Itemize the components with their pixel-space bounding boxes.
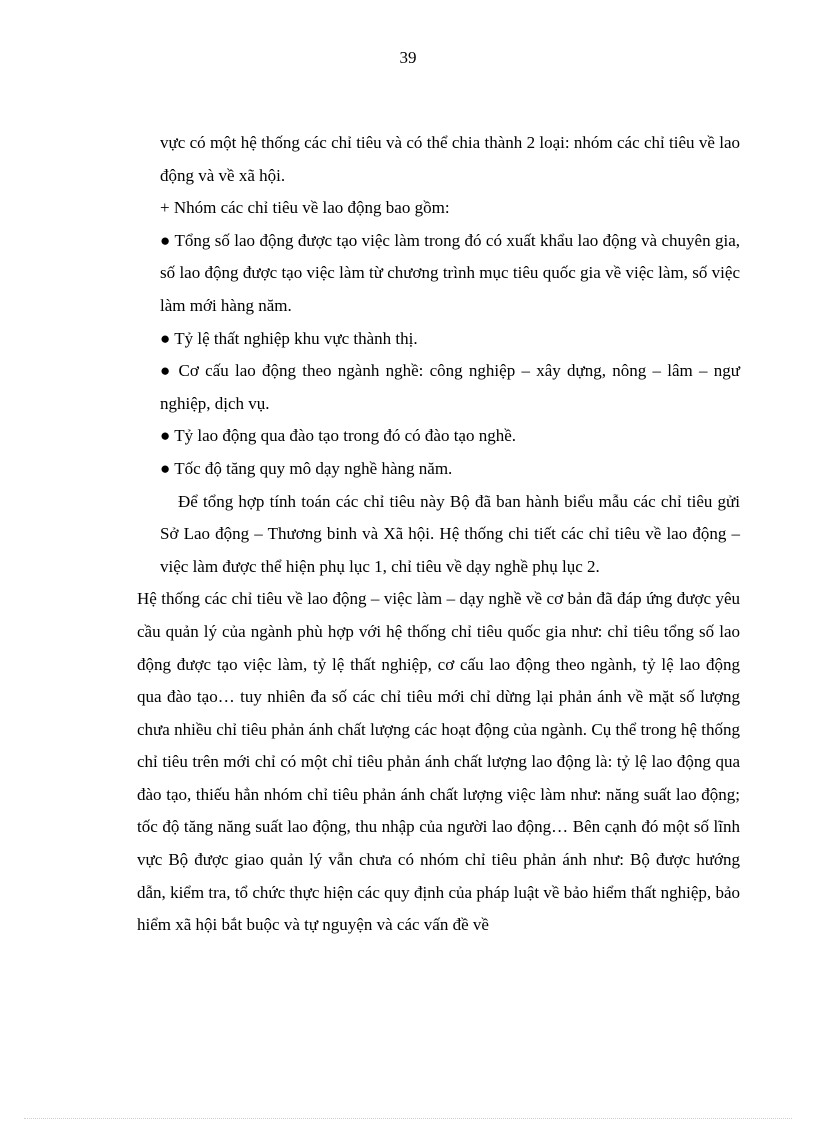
page-number: 39 bbox=[399, 48, 417, 67]
paragraph: Để tổng hợp tính toán các chỉ tiêu này Bộ đã ban hành biểu mẫu các chỉ tiêu gửi Sở Lao động – Thương binh và Xã hội. Hệ thống chi tiết các chỉ tiêu về lao động – việc làm được thể hiện phụ lục 1, chỉ tiêu về dạy nghề phụ lục 2. bbox=[160, 491, 740, 576]
list-heading: + Nhóm các chỉ tiêu về lao động bao gồm: bbox=[160, 198, 450, 218]
page-bottom-rule bbox=[24, 1118, 792, 1119]
bullet-item: ● Tỷ lệ thất nghiệp khu vực thành thị. bbox=[160, 328, 418, 348]
bullet-item: ● Tốc độ tăng quy mô dạy nghề hàng năm. bbox=[160, 458, 453, 478]
document-body bbox=[137, 127, 740, 942]
paragraph: Hệ thống các chỉ tiêu về lao động – việc làm – dạy nghề về cơ bản đã đáp ứng được yêu cầu quản lý của ngành phù hợp với hệ thống chỉ tiêu quốc gia như: chỉ tiêu tổng số lao động được tạo việc làm, tỷ lệ thất nghiệp, cơ cấu lao động theo ngành, tỷ lệ lao động qua đào tạo… tuy nhiên đa số các chỉ tiêu mới chỉ dừng lại phản ánh về mặt số lượng chưa nhiều chỉ tiêu phản ánh chất lượng các hoạt động của ngành. Cụ thể trong hệ thống chỉ tiêu trên mới chỉ có một chỉ tiêu phản ánh chất lượng lao động là: tỷ lệ lao động qua đào tạo, thiếu hẳn nhóm chỉ tiêu phản ánh chất lượng việc làm như: năng suất lao động; tốc độ tăng năng suất lao động, thu nhập của người lao động… Bên cạnh đó một số lĩnh vực Bộ được giao quản lý vẫn chưa có nhóm chỉ tiêu phản ánh như: Bộ được hướng dẫn, kiểm tra, tổ chức thực hiện các quy định của pháp luật về bảo hiểm thất nghiệp, bảo hiểm xã hội bắt buộc và tự nguyện và các vấn đề về bbox=[137, 589, 740, 935]
bullet-item: ● Cơ cấu lao động theo ngành nghề: công nghiệp – xây dựng, nông – lâm – ngư nghiệp, dịch vụ. bbox=[160, 361, 740, 413]
paragraph-continuation: vực có một hệ thống các chỉ tiêu và có thể chia thành 2 loại: nhóm các chỉ tiêu về lao động và về xã hội. bbox=[160, 133, 740, 185]
bullet-item: ● Tổng số lao động được tạo việc làm trong đó có xuất khẩu lao động và chuyên gia, số lao động được tạo việc làm từ chương trình mục tiêu quốc gia về việc làm, số việc làm mới hàng năm. bbox=[160, 230, 740, 315]
bullet-item: ● Tỷ lao động qua đào tạo trong đó có đào tạo nghề. bbox=[160, 426, 517, 446]
